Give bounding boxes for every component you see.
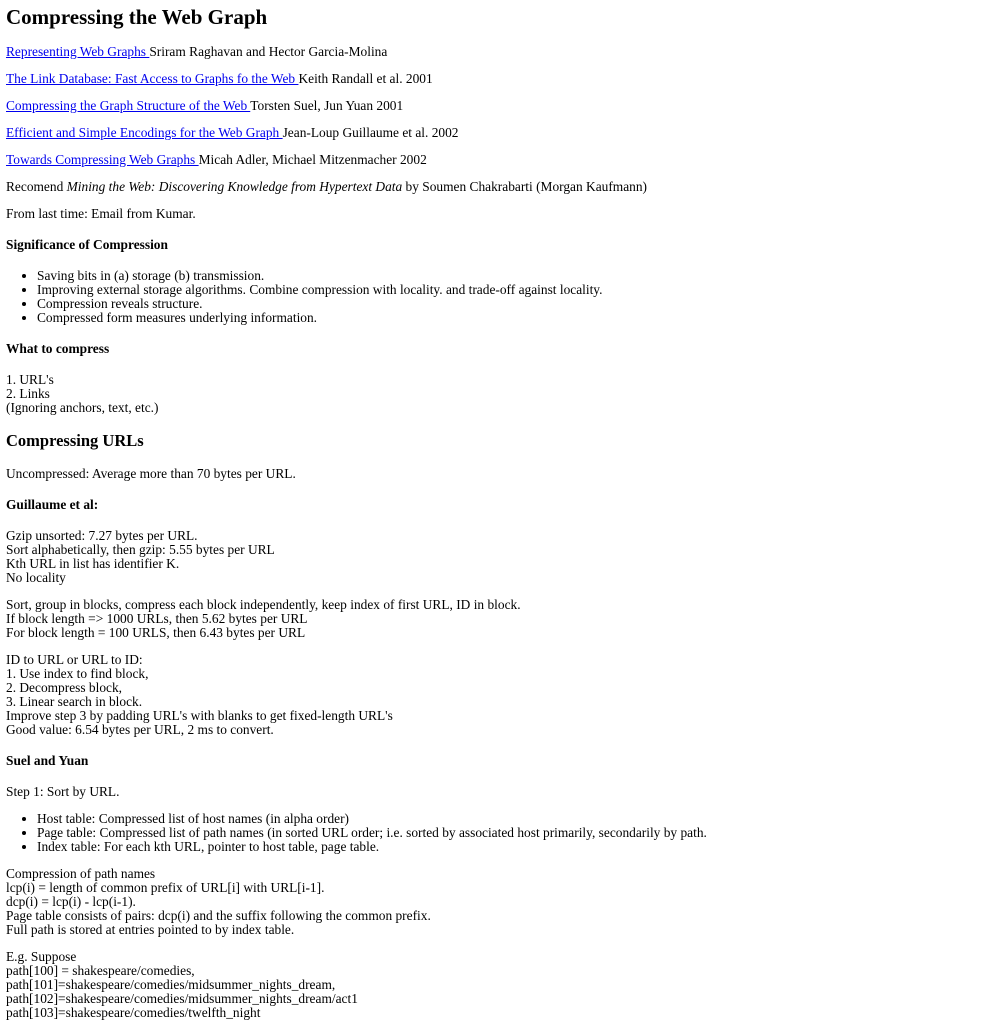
recommend-prefix: Recomend: [6, 179, 67, 194]
reference-1: [6, 45, 994, 59]
list-item: • Page table: Compressed list of path names (in sorted URL order; i.e. sorted by associated host primarily, secondarily by path.: [37, 826, 994, 840]
reference-2: [6, 72, 994, 86]
text-line: path[103]=shakespeare/comedies/twelfth_night: [6, 1005, 261, 1020]
text-line: path[101]=shakespeare/comedies/midsummer_nights_dream,: [6, 977, 336, 992]
suel-yuan-heading: Suel and Yuan: [6, 753, 89, 768]
text-line: 1. URL's: [6, 372, 54, 387]
text-line: If block length => 1000 URLs, then 5.62 bytes per URL: [6, 611, 308, 626]
guillaume-block-3: [6, 653, 994, 737]
reference-3: [6, 99, 994, 113]
uncompressed-note: Uncompressed: Average more than 70 bytes per URL.: [6, 466, 296, 481]
reference-authors-1: Sriram Raghavan and Hector Garcia-Molina: [149, 44, 388, 59]
list-item: • Compressed form measures underlying information.: [37, 311, 994, 325]
text-line: path[102]=shakespeare/comedies/midsummer_nights_dream/act1: [6, 991, 358, 1006]
significance-heading: Significance of Compression: [6, 237, 168, 252]
reference-link-5[interactable]: Towards Compressing Web Graphs: [6, 152, 199, 167]
text-line: ID to URL or URL to ID:: [6, 652, 143, 667]
reference-link-4[interactable]: Efficient and Simple Encodings for the Web Graph: [6, 125, 283, 140]
reference-link-2[interactable]: The Link Database: Fast Access to Graphs fo the Web: [6, 71, 299, 86]
suel-block-2: [6, 950, 994, 1020]
suel-tables-list: [6, 812, 994, 854]
guillaume-block-2: [6, 598, 994, 640]
reference-4: [6, 126, 994, 140]
compressing-urls-heading: Compressing URLs: [6, 431, 144, 450]
text-line: lcp(i) = length of common prefix of URL[i] with URL[i-1].: [6, 880, 325, 895]
text-line: Compression of path names: [6, 866, 156, 881]
suel-step-1: Step 1: Sort by URL.: [6, 784, 120, 799]
what-to-compress-heading: What to compress: [6, 341, 110, 356]
text-line: path[100] = shakespeare/comedies,: [6, 963, 195, 978]
text-line: 3. Linear search in block.: [6, 694, 143, 709]
text-line: E.g. Suppose: [6, 949, 77, 964]
text-line: Full path is stored at entries pointed to by index table.: [6, 922, 295, 937]
page-title: Compressing the Web Graph: [6, 5, 268, 29]
guillaume-block-1: [6, 529, 994, 585]
reference-authors-5: Micah Adler, Michael Mitzenmacher 2002: [198, 152, 427, 167]
list-item: • Compression reveals structure.: [37, 297, 994, 311]
list-item: • Improving external storage algorithms. Combine compression with locality. and trade-off against locality.: [37, 283, 994, 297]
guillaume-heading: Guillaume et al:: [6, 497, 99, 512]
list-item: • Index table: For each kth URL, pointer to host table, page table.: [37, 840, 994, 854]
significance-list: [6, 269, 994, 325]
text-line: 2. Decompress block,: [6, 680, 123, 695]
recommendation: [6, 180, 994, 194]
reference-authors-2: Keith Randall et al. 2001: [298, 71, 433, 86]
text-line: (Ignoring anchors, text, etc.): [6, 400, 159, 415]
reference-5: [6, 153, 994, 167]
text-line: Kth URL in list has identifier K.: [6, 556, 180, 571]
text-line: Gzip unsorted: 7.27 bytes per URL.: [6, 528, 198, 543]
what-to-compress-text: [6, 373, 994, 415]
reference-authors-4: Jean-Loup Guillaume et al. 2002: [282, 125, 459, 140]
recommend-suffix: by Soumen Chakrabarti (Morgan Kaufmann): [402, 179, 648, 194]
text-line: dcp(i) = lcp(i) - lcp(i-1).: [6, 894, 136, 909]
recommend-book-title: Mining the Web: Discovering Knowledge from Hypertext Data: [66, 179, 403, 194]
text-line: 1. Use index to find block,: [6, 666, 149, 681]
text-line: Improve step 3 by padding URL's with blanks to get fixed-length URL's: [6, 708, 393, 723]
list-item: • Host table: Compressed list of host names (in alpha order): [37, 812, 994, 826]
text-line: Good value: 6.54 bytes per URL, 2 ms to convert.: [6, 722, 274, 737]
reference-link-3[interactable]: Compressing the Graph Structure of the Web: [6, 98, 251, 113]
reference-authors-3: Torsten Suel, Jun Yuan 2001: [250, 98, 404, 113]
reference-link-1[interactable]: Representing Web Graphs: [6, 44, 150, 59]
text-line: Page table consists of pairs: dcp(i) and the suffix following the common prefix.: [6, 908, 431, 923]
text-line: For block length = 100 URLS, then 6.43 bytes per URL: [6, 625, 306, 640]
text-line: 2. Links: [6, 386, 50, 401]
last-time-note: From last time: Email from Kumar.: [6, 206, 196, 221]
suel-block-1: [6, 867, 994, 937]
text-line: Sort, group in blocks, compress each block independently, keep index of first URL, ID in block.: [6, 597, 521, 612]
text-line: No locality: [6, 570, 66, 585]
text-line: Sort alphabetically, then gzip: 5.55 bytes per URL: [6, 542, 275, 557]
list-item: • Saving bits in (a) storage (b) transmission.: [37, 269, 994, 283]
